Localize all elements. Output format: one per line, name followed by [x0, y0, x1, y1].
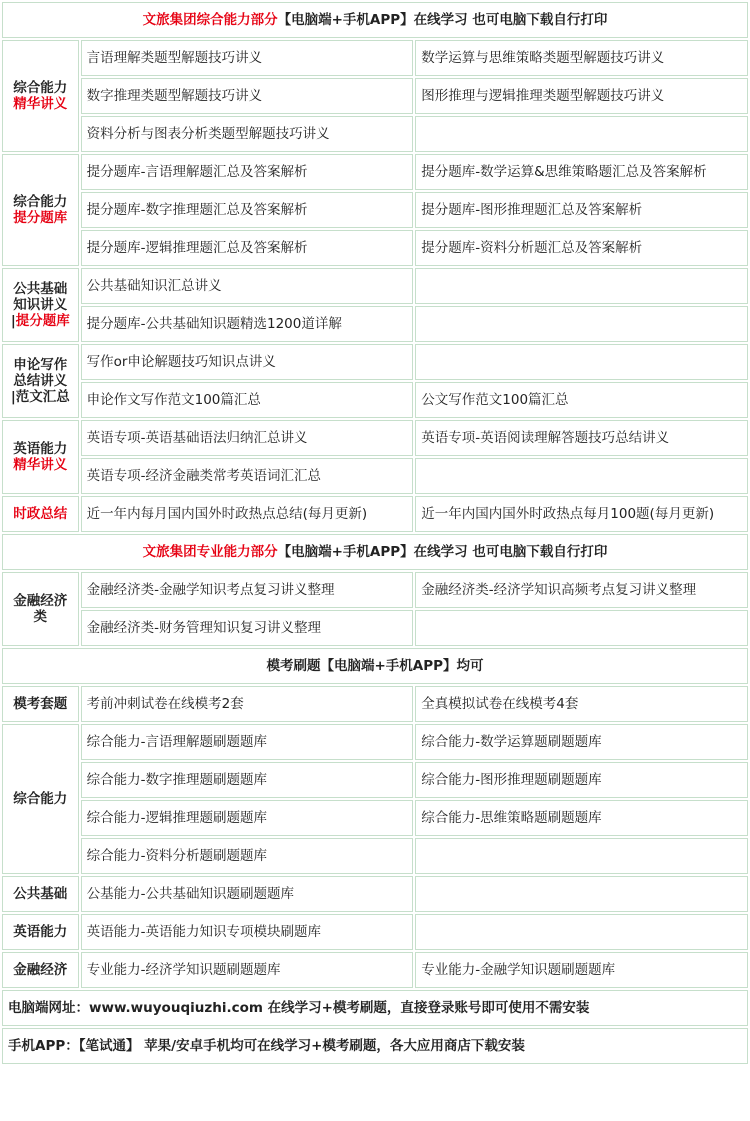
section2-header-black: 【电脑端+手机APP】在线学习 也可电脑下载自行打印	[277, 544, 608, 560]
section3-header: 模考刷题【电脑端+手机APP】均可	[2, 648, 748, 684]
list-item: 综合能力-数字推理题刷题题库	[81, 762, 414, 798]
list-item: 综合能力-图形推理题刷题题库	[415, 762, 748, 798]
category-mock-exams: 模考套题	[2, 686, 79, 722]
empty-cell	[415, 458, 748, 494]
list-item: 提分题库-资料分析题汇总及答案解析	[415, 230, 748, 266]
list-item: 写作or申论解题技巧知识点讲义	[81, 344, 414, 380]
list-item: 近一年内国内国外时政热点每月100题(每月更新)	[415, 496, 748, 532]
category-public-practice: 公共基础	[2, 876, 79, 912]
list-item: 数字推理类题型解题技巧讲义	[81, 78, 414, 114]
list-item: 英语专项-英语阅读理解答题技巧总结讲义	[415, 420, 748, 456]
list-item: 全真模拟试卷在线模考4套	[415, 686, 748, 722]
category-comprehensive-handouts: 综合能力 精华讲义	[2, 40, 79, 152]
list-item: 综合能力-思维策略题刷题题库	[415, 800, 748, 836]
list-item: 专业能力-金融学知识题刷题题库	[415, 952, 748, 988]
list-item: 数学运算与思维策略类题型解题技巧讲义	[415, 40, 748, 76]
list-item: 英语专项-英语基础语法归纳汇总讲义	[81, 420, 414, 456]
empty-cell	[415, 610, 748, 646]
category-english-practice: 英语能力	[2, 914, 79, 950]
list-item: 金融经济类-金融学知识考点复习讲义整理	[81, 572, 414, 608]
empty-cell	[415, 914, 748, 950]
empty-cell	[415, 306, 748, 342]
empty-cell	[415, 838, 748, 874]
list-item: 综合能力-资料分析题刷题题库	[81, 838, 414, 874]
empty-cell	[415, 876, 748, 912]
category-essay-writing: 申论写作 总结讲义 |范文汇总	[2, 344, 79, 418]
footer-pc-website: 电脑端网址：www.wuyouqiuzhi.com 在线学习+模考刷题，直接登录账号即可使用不需安装	[2, 990, 748, 1026]
list-item: 公基能力-公共基础知识题刷题题库	[81, 876, 414, 912]
list-item: 金融经济类-财务管理知识复习讲义整理	[81, 610, 414, 646]
list-item: 申论作文写作范文100篇汇总	[81, 382, 414, 418]
footer-mobile-app: 手机APP：【笔试通】 苹果/安卓手机均可在线学习+模考刷题，各大应用商店下载安装	[2, 1028, 748, 1064]
list-item: 公共基础知识汇总讲义	[81, 268, 414, 304]
category-public-basics: 公共基础 知识讲义 |提分题库	[2, 268, 79, 342]
section1-header-black: 【电脑端+手机APP】在线学习 也可电脑下载自行打印	[277, 12, 608, 28]
list-item: 言语理解类题型解题技巧讲义	[81, 40, 414, 76]
list-item: 综合能力-数学运算题刷题题库	[415, 724, 748, 760]
list-item: 英语能力-英语能力知识专项模块刷题库	[81, 914, 414, 950]
list-item: 提分题库-公共基础知识题精选1200道详解	[81, 306, 414, 342]
list-item: 图形推理与逻辑推理类题型解题技巧讲义	[415, 78, 748, 114]
empty-cell	[415, 344, 748, 380]
list-item: 提分题库-逻辑推理题汇总及答案解析	[81, 230, 414, 266]
list-item: 公文写作范文100篇汇总	[415, 382, 748, 418]
list-item: 提分题库-言语理解题汇总及答案解析	[81, 154, 414, 190]
category-current-affairs: 时政总结	[2, 496, 79, 532]
list-item: 金融经济类-经济学知识高频考点复习讲义整理	[415, 572, 748, 608]
category-comprehensive-practice: 综合能力	[2, 724, 79, 874]
list-item: 综合能力-言语理解题刷题题库	[81, 724, 414, 760]
section1-header	[2, 2, 748, 38]
empty-cell	[415, 268, 748, 304]
section2-header	[2, 534, 748, 570]
category-finance-economics: 金融经济 类	[2, 572, 79, 646]
category-english-handouts: 英语能力 精华讲义	[2, 420, 79, 494]
list-item: 提分题库-数字推理题汇总及答案解析	[81, 192, 414, 228]
list-item: 近一年内每月国内国外时政热点总结(每月更新)	[81, 496, 414, 532]
section1-header-red: 文旅集团综合能力部分	[142, 12, 278, 28]
list-item: 资料分析与图表分析类题型解题技巧讲义	[81, 116, 414, 152]
section2-header-red: 文旅集团专业能力部分	[142, 544, 278, 560]
empty-cell	[415, 116, 748, 152]
list-item: 提分题库-数学运算&思维策略题汇总及答案解析	[415, 154, 748, 190]
category-finance-practice: 金融经济	[2, 952, 79, 988]
category-comprehensive-question-bank: 综合能力 提分题库	[2, 154, 79, 266]
list-item: 提分题库-图形推理题汇总及答案解析	[415, 192, 748, 228]
list-item: 综合能力-逻辑推理题刷题题库	[81, 800, 414, 836]
list-item: 英语专项-经济金融类常考英语词汇汇总	[81, 458, 414, 494]
list-item: 考前冲刺试卷在线模考2套	[81, 686, 414, 722]
list-item: 专业能力-经济学知识题刷题题库	[81, 952, 414, 988]
